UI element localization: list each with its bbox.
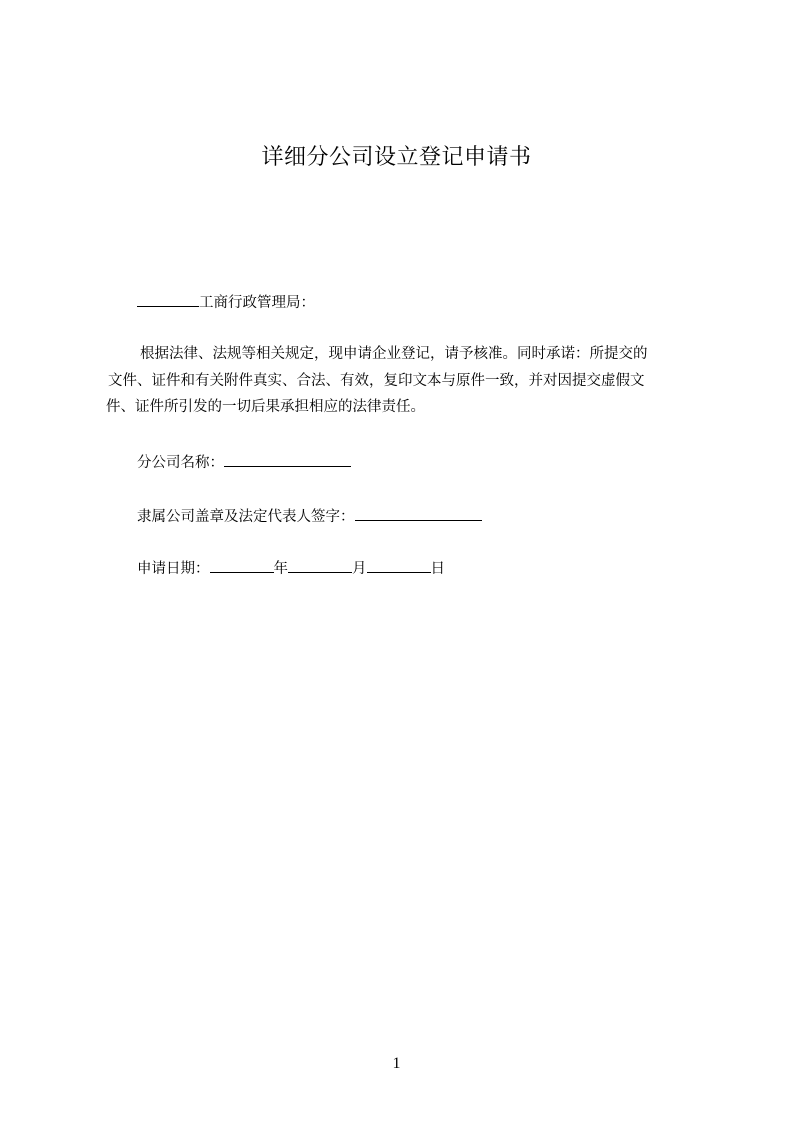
date-month-unit: 月 [352, 561, 367, 577]
application-date-line [137, 558, 445, 578]
date-year-unit: 年 [273, 561, 288, 577]
declaration-paragraph [106, 341, 706, 421]
addressee-suffix: 工商行政管理局： [199, 295, 315, 311]
declaration-line-3: 件、证件所引发的一切后果承担相应的法律责任。 [106, 399, 425, 415]
date-label: 申请日期： [137, 561, 210, 577]
signature-line [137, 506, 482, 526]
signature-blank[interactable] [355, 506, 482, 521]
document-title: 详细分公司设立登记申请书 [261, 145, 532, 170]
declaration-line-2: 文件、证件和有关附件真实、合法、有效，复印文本与原件一致，并对因提交虚假文 [108, 372, 645, 389]
signature-label: 隶属公司盖章及法定代表人签字： [137, 509, 355, 525]
date-day-unit: 日 [430, 561, 445, 577]
addressee-line [137, 292, 315, 312]
date-year-blank[interactable] [210, 558, 274, 573]
addressee-blank[interactable] [137, 292, 199, 307]
date-month-blank[interactable] [288, 558, 352, 573]
date-day-blank[interactable] [367, 558, 431, 573]
declaration-line-1: 根据法律、法规等相关规定，现申请企业登记，请予核准。同时承诺：所提交的 [140, 346, 648, 362]
branch-name-blank[interactable] [224, 452, 351, 467]
page-number: 1 [392, 1055, 401, 1072]
branch-name-line [137, 452, 351, 472]
branch-name-label: 分公司名称： [137, 455, 224, 471]
